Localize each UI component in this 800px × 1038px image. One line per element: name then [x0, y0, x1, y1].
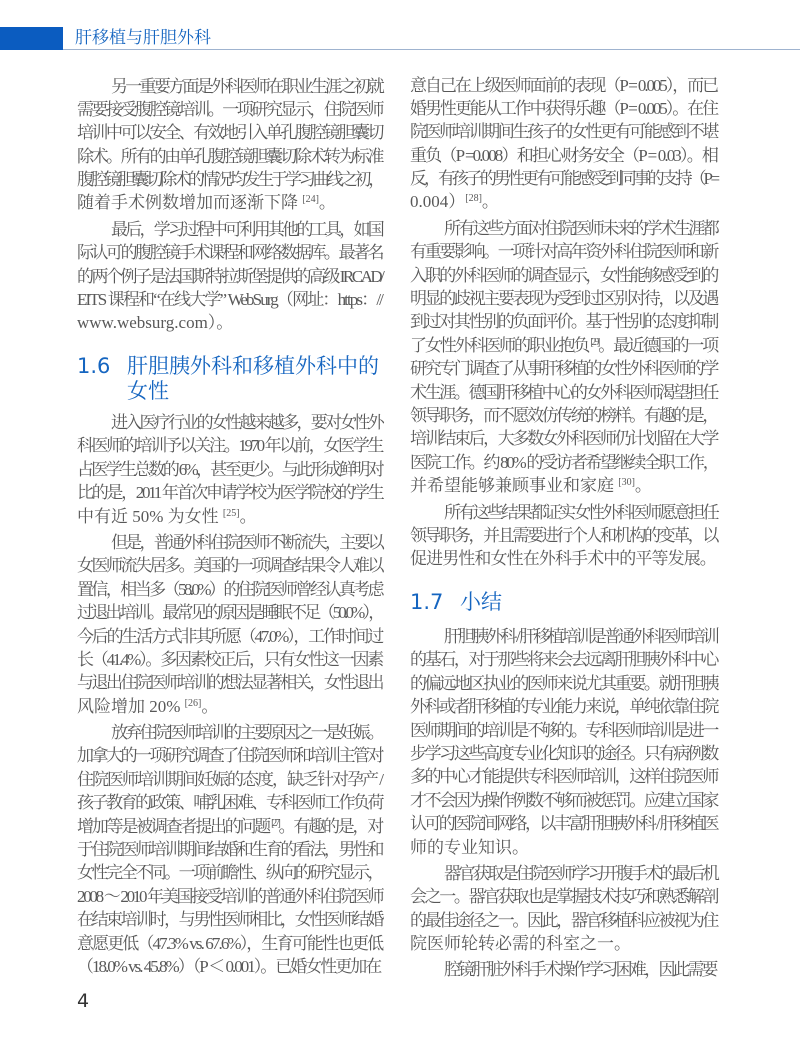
- text-line: 与退出住院医师培训的想法显著相关，女性退出: [77, 673, 382, 693]
- citation-ref: [25]: [222, 507, 240, 519]
- paragraph: [77, 531, 382, 718]
- text-line: [77, 815, 382, 838]
- text-line: 于住院医师培训期间结婚和生育的看法，男性和: [77, 840, 382, 860]
- section-heading-1-7: [410, 590, 717, 615]
- citation-ref: [30]: [618, 477, 635, 489]
- page-number: 4: [77, 990, 90, 1012]
- text-line: 婚男性更能从工作中获得乐趣（P = 0.005）。在住: [410, 98, 717, 118]
- text-line: 重负（P =0.008）和担心财务安全（P = 0.03）。相: [410, 145, 717, 165]
- section-title-line: 小结: [460, 590, 502, 614]
- text-line: 明显的歧视主要表现为受到过区别对待，以及遇: [410, 289, 717, 309]
- text-line: 女性完全不同。一项前瞻性、纵向的研究显示，: [77, 863, 382, 883]
- paragraph: [410, 862, 717, 956]
- text-line: 会之一。器官获取也是掌握技术技巧和熟悉解剖: [410, 887, 717, 907]
- text-line: 除术。所有的由单孔腹腔镜胆囊切除术转为标准: [77, 146, 382, 166]
- text-line: 有重要影响。一项针对高年资外科住院医师和新: [410, 242, 717, 262]
- paragraph: [410, 217, 717, 498]
- paragraph: [410, 958, 717, 981]
- paragraph: [77, 218, 382, 335]
- text-segment: 。: [634, 476, 652, 496]
- text-line: 意愿更低（47.3% vs. 67.6%），生育可能性也更低: [77, 933, 383, 953]
- text-segment: 。最近德国的一项: [598, 335, 717, 355]
- text-line: 长（41.4%）。多因素校正后，只有女性这一因素: [77, 649, 382, 669]
- text-line: 到过对其性别的负面评价。基于性别的态度抑制: [410, 312, 717, 332]
- text-line: 2008 ～ 2010 年美国接受培训的普通外科住院医师: [77, 886, 383, 906]
- text-segment: 。: [201, 696, 219, 716]
- text-line: 器官获取是住院医师学习开腹手术的最后机: [444, 863, 717, 883]
- text-line: 但是，普通外科住院医师不断流失，主要以: [111, 532, 382, 552]
- text-line: 腹腔镜胆囊切除术的情况均发生于学习曲线之初，: [77, 170, 382, 190]
- text-line: 入职的外科医师的调查显示，女性能够感受到的: [410, 265, 717, 285]
- text-line: [410, 474, 717, 497]
- running-header-title: 肝移植与肝胆外科: [75, 28, 211, 48]
- text-line: 住院医师培训期间妊娠的态度，缺乏针对孕产 /: [77, 769, 382, 789]
- text-line: 认可的医院间网络，以丰富肝胆胰外科 / 肝移植医: [410, 814, 717, 834]
- text-line: 放弃住院医师培训的主要原因之一是妊娠。: [111, 723, 382, 743]
- text-line: 院医师培训期间生孩子的女性更有可能感到不堪: [410, 122, 717, 142]
- text-line: 师的专业知识。: [410, 837, 529, 857]
- text-line: 占医学生总数的 6%，甚至更少。与此形成鲜明对: [77, 459, 382, 479]
- text-line: 置信，相当多（58.0%）的住院医师曾经认真考虑: [77, 579, 382, 599]
- text-segment: 。: [318, 193, 336, 213]
- text-line: 际认可的腹腔镜手术课程和网络数据库。最著名: [77, 243, 382, 263]
- text-segment: 。: [481, 192, 499, 212]
- header-accent-bar: [0, 27, 63, 50]
- text-line: 腔镜肝脏外科手术操作学习困难，因此需要: [444, 960, 716, 980]
- paragraph: [410, 74, 717, 214]
- text-line: 领导职务，并且需要进行个人和机构的变革，以: [410, 525, 717, 545]
- text-line: [77, 191, 382, 214]
- text-segment: 。有趣的是，对: [278, 816, 382, 836]
- text-line: 的两个例子是法国斯特拉斯堡提供的高级 IRCAD/: [77, 266, 383, 286]
- citation-ref: [27]: [271, 817, 279, 829]
- text-line: 医院工作。约 80% 的受访者希望继续全职工作，: [410, 452, 718, 472]
- section-title-line: 女性: [127, 379, 169, 403]
- right-column: [410, 0, 717, 1000]
- citation-ref: [28]: [465, 193, 482, 205]
- paragraph: [410, 501, 717, 571]
- text-line: 步学习这些高度专业化知识的途径。只有病例数: [410, 743, 717, 763]
- text-line: www.websurg.com）。: [77, 313, 234, 333]
- paragraph: [410, 625, 717, 859]
- right-body-block-1: [410, 74, 717, 574]
- citation-ref: [29]: [590, 336, 599, 348]
- text-line: 科医师的培训予以关注。1970 年以前，女医学生: [77, 436, 382, 456]
- text-line: 需要接受腹腔镜培训。一项研究显示，住院医师: [77, 99, 382, 119]
- text-line: 过退出培训。最常见的原因是睡眠不足（50.0%），: [77, 603, 383, 623]
- text-line: 才不会因为操作例数不够而被惩罚。应建立国家: [410, 790, 717, 810]
- text-line: 医师期间的培训是不够的。专科医师培训是进一: [410, 720, 717, 740]
- left-body-block-2: [77, 411, 382, 981]
- section-number: 1.7: [410, 590, 444, 614]
- text-line: 反，有孩子的男性更有可能感受到同事的支持（P =: [410, 169, 717, 189]
- text-line: 院医师轮转必需的科室之一。: [410, 934, 631, 954]
- text-segment: 了女性外科医师的职业抱负: [410, 335, 591, 355]
- text-segment: 并希望能够兼顾事业和家庭: [410, 476, 619, 496]
- text-line: 培训中可以安全、有效地引入单孔腹腔镜胆囊切: [77, 123, 382, 143]
- text-line: 比的是，2011 年首次申请学校为医学院校的学生: [77, 483, 383, 503]
- text-line: 培训结束后，大多数女外科医师仍计划留在大学: [410, 429, 717, 449]
- left-body-block-1: [77, 75, 382, 338]
- text-line: 多的中心才能提供专科医师培训，这样住院医师: [410, 767, 717, 787]
- text-line: [77, 505, 382, 528]
- text-line: 的偏远地区执业的医师来说尤其重要。就肝胆胰: [410, 673, 717, 693]
- citation-ref: [26]: [184, 697, 202, 709]
- text-line: 的最佳途径之一。因此，器官移植科应被视为住: [410, 910, 717, 930]
- text-line: 女医师流失居多。美国的一项调查结果令人难以: [77, 556, 382, 576]
- text-line: [410, 334, 717, 357]
- text-line: [410, 190, 717, 213]
- section-number: 1.6: [77, 354, 111, 378]
- text-line: 意自己在上级医师面前的表现（P = 0.005），而已: [410, 75, 717, 95]
- text-line: 肝胆胰外科 / 肝移植培训是普通外科医师培训: [444, 627, 717, 646]
- text-line: 最后，学习过程中可利用其他的工具，如国: [111, 219, 382, 239]
- section-heading-1-6: [77, 354, 382, 404]
- text-line: 加拿大的一项研究调查了住院医师和培训主管对: [77, 746, 382, 766]
- paragraph: [77, 75, 382, 215]
- text-line: 另一重要方面是外科医师在职业生涯之初就: [111, 76, 382, 96]
- text-line: 进入医疗行业的女性越来越多，要对女性外: [111, 413, 382, 432]
- text-segment: 0.004）: [410, 192, 466, 212]
- text-segment: 。: [239, 506, 257, 526]
- citation-ref: [24]: [302, 194, 319, 206]
- text-line: 研究专门调查了从事肝移植的女性外科医师的学: [410, 359, 717, 379]
- left-column: [77, 0, 382, 1000]
- text-line: 在结束培训时，与男性医师相比，女性医师结婚: [77, 910, 382, 930]
- section-title-line: 肝胆胰外科和移植外科中的: [127, 354, 379, 378]
- text-segment: 随着手术例数增加而逐渐下降: [77, 193, 303, 213]
- right-body-block-2: [410, 625, 717, 985]
- text-line: 的基石，对于那些将来会去远离肝胆胰外科中心: [410, 650, 717, 670]
- text-segment: 中有近 50% 为女性: [77, 506, 223, 526]
- text-line: 术生涯。德国肝移植中心的女外科医师渴望担任: [410, 382, 717, 402]
- text-line: 外科或者肝移植的专业能力来说，单纯依靠住院: [410, 697, 717, 717]
- text-segment: 风险增加 20%: [77, 696, 185, 716]
- text-line: [77, 695, 382, 718]
- text-line: 所有这些结果都证实女性外科医师愿意担任: [444, 502, 717, 522]
- text-line: 孩子教育的政策、哺乳困难、专科医师工作负荷: [77, 793, 382, 813]
- paragraph: [77, 721, 382, 978]
- text-line: （18.0% vs. 45.8%）（P ＜ 0.001）。已婚女性更加在: [77, 956, 381, 976]
- text-line: 领导职务，而不愿效仿传统的榜样。有趣的是，: [410, 405, 717, 425]
- paragraph: [77, 411, 382, 528]
- text-line: 促进男性和女性在外科手术中的平等发展。: [410, 549, 716, 569]
- text-line: 今后的生活方式非其所愿（47.0%），工作时间过: [77, 626, 382, 646]
- text-line: EITS 课程和“在线大学” WebSurg（网址：https：//: [77, 290, 382, 310]
- text-segment: 增加等是被调查者提出的问题: [77, 816, 272, 836]
- text-line: 所有这些方面对住院医师未来的学术生涯都: [444, 218, 717, 238]
